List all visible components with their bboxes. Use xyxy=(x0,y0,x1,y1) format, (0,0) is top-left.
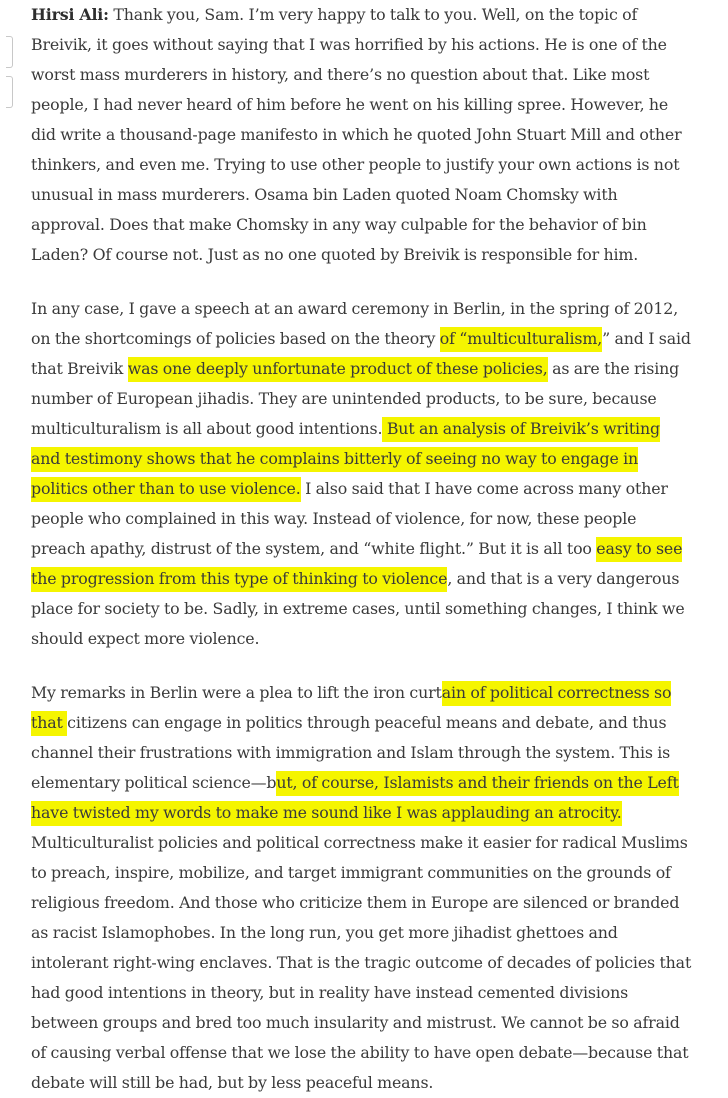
margin-bracket-bottom xyxy=(6,76,13,108)
text-segment: citizens can engage in politics through peaceful means and debate, and thus channel their frustrations with immigration and Islam through the system. This is elementary political science—b xyxy=(31,713,671,792)
paragraph-2 xyxy=(31,294,693,654)
paragraph-3 xyxy=(31,678,693,1098)
paragraph-1 xyxy=(31,0,693,270)
margin-bracket-top xyxy=(6,36,13,68)
text-segment: I also said that I have come across many other people who complained in this way. Instead of violence, for now, these people preach apathy, distrust of the system, and “white flight.” But it is all too xyxy=(31,479,668,558)
highlighted-text: was one deeply unfortunate product of these policies, xyxy=(128,357,548,382)
highlighted-text: of “multiculturalism, xyxy=(440,327,602,352)
text-segment: , and that is a very dangerous place for society to be. Sadly, in extreme cases, until something changes, I think we should expect more violence. xyxy=(31,569,685,648)
highlighted-text: ut, of course, Islamists and their friends on the Left have twisted my words to make me sound like I was applauding an atrocity. xyxy=(31,771,679,826)
text-segment: In any case, I gave a speech at an award ceremony in Berlin, in the spring of 2012, on the shortcomings of policies based on the theory xyxy=(31,299,679,348)
text-segment: Thank you, Sam. I’m very happy to talk to you. Well, on the topic of Breivik, it goes without saying that I was horrified by his actions. He is one of the worst mass murderers in history, and there’s no question about that. Like most people, I had never heard of him before he went on his killing spree. However, he did write a thousand-page manifesto in which he quoted John Stuart Mill and other thinkers, and even me. Trying to use other people to justify your own actions is not unusual in mass murderers. Osama bin Laden quoted Noam Chomsky with approval. Does that make Chomsky in any way culpable for the behavior of bin Laden? Of course not. Just as no one quoted by Breivik is responsible for him. xyxy=(31,5,682,264)
highlighted-text: easy to see the progression from this type of thinking to violence xyxy=(31,537,682,592)
text-segment: as are the rising number of European jihadis. They are unintended products, to be sure, because multiculturalism is all about good intentions. xyxy=(31,359,680,438)
highlighted-text: ain of political correctness so that xyxy=(31,681,671,736)
text-segment: Multiculturalist policies and political correctness make it easier for radical Muslims to preach, inspire, mobilize, and target immigrant communities on the grounds of religious freedom. And those who criticize them in Europe are silenced or branded as racist Islamophobes. In the long run, you get more jihadist ghettoes and intolerant right-wing enclaves. That is the tragic outcome of decades of policies that had good intentions in theory, but in reality have instead cemented divisions between groups and bred too much insularity and mistrust. We cannot be so afraid of causing verbal offense that we lose the ability to have open debate—because that debate will still be had, but by less peaceful means. xyxy=(31,833,692,1092)
text-segment: My remarks in Berlin were a plea to lift the iron curt xyxy=(31,683,442,702)
text-segment: ” and I said that Breivik xyxy=(31,329,691,378)
article-body xyxy=(31,0,693,1098)
speaker-label: Hirsi Ali: xyxy=(31,5,109,24)
highlighted-text: But an analysis of Breivik’s writing and testimony shows that he complains bitterly of seeing no way to engage in politics other than to use violence. xyxy=(31,417,660,502)
